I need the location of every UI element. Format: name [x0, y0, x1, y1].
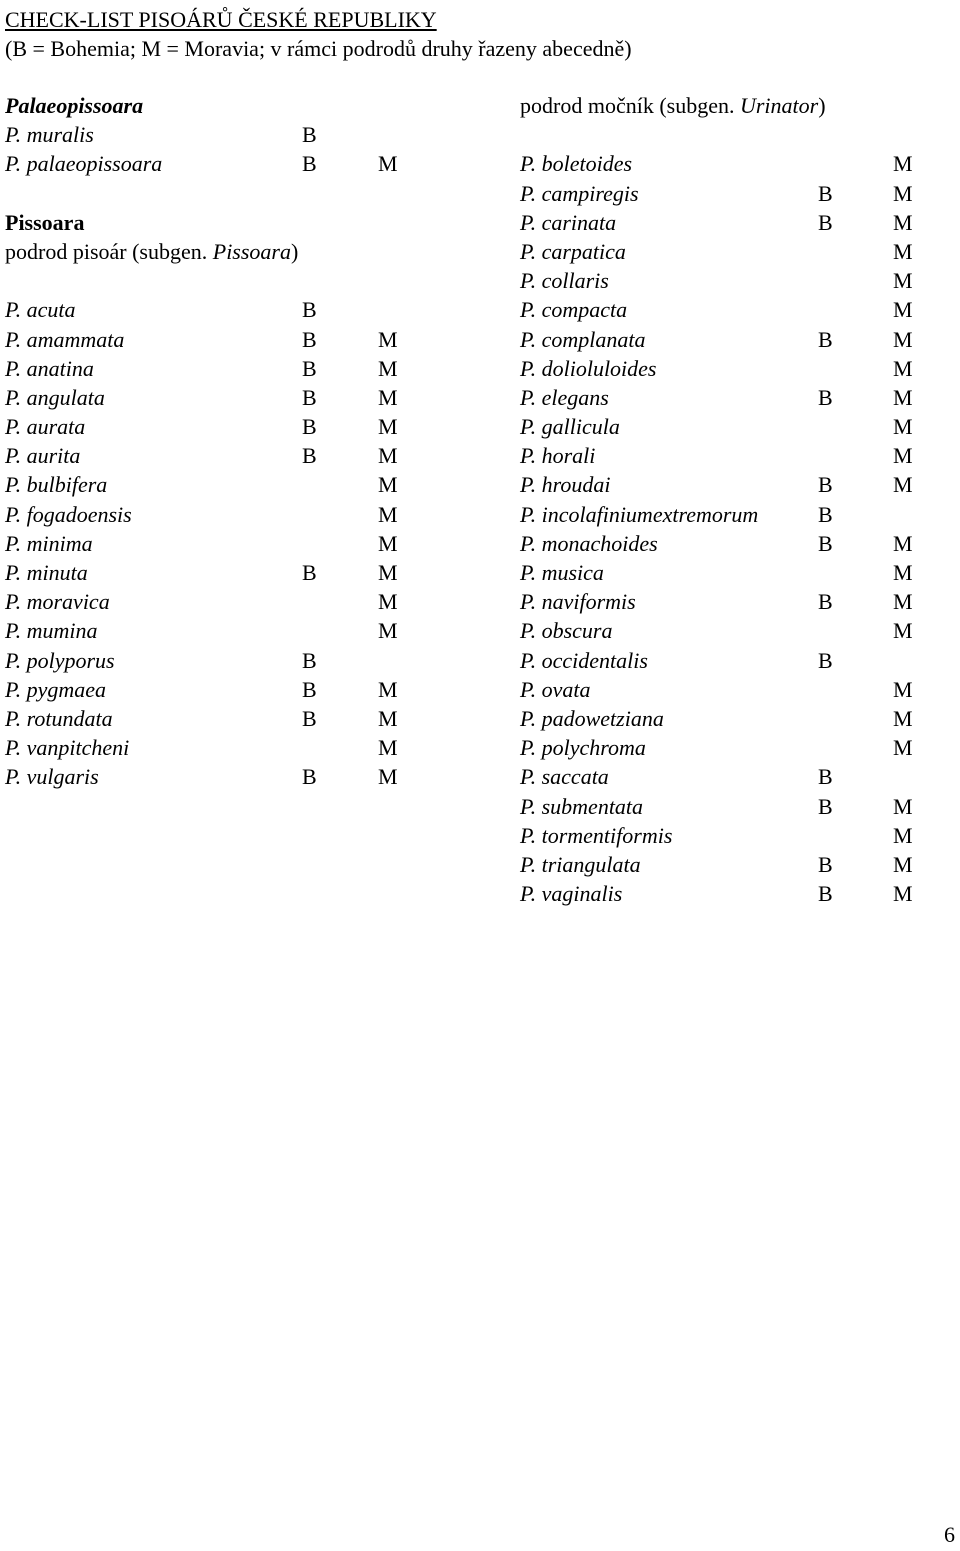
species-row — [520, 149, 940, 178]
moravia-mark: M — [893, 618, 913, 644]
moravia-mark: M — [893, 180, 913, 206]
species-row — [5, 383, 425, 412]
moravia-mark: M — [378, 151, 398, 177]
species-name: P. elegans — [520, 384, 609, 410]
species-row — [5, 675, 425, 704]
right-column — [520, 91, 940, 908]
species-name: P. naviformis — [520, 589, 636, 615]
species-row — [5, 470, 425, 499]
species-row — [520, 412, 940, 441]
species-row — [520, 850, 940, 879]
species-name: P. vulgaris — [5, 764, 99, 790]
genus-heading — [5, 91, 425, 120]
species-name: P. submentata — [520, 793, 644, 819]
bohemia-mark: B — [818, 180, 833, 206]
subgenus-heading — [5, 237, 425, 266]
blank-line — [5, 179, 425, 208]
species-name: P. moravica — [5, 589, 110, 615]
moravia-mark: M — [893, 297, 913, 323]
moravia-mark: M — [893, 851, 913, 877]
species-row — [520, 441, 940, 470]
moravia-mark: M — [893, 881, 913, 907]
moravia-mark: M — [378, 384, 398, 410]
bohemia-mark: B — [818, 384, 833, 410]
moravia-mark: M — [893, 443, 913, 469]
bohemia-mark: B — [818, 647, 833, 673]
page-title: CHECK-LIST PISOÁRŮ ČESKÉ REPUBLIKY — [5, 7, 437, 32]
species-row — [5, 441, 425, 470]
moravia-mark: M — [893, 705, 913, 731]
species-name: P. monachoides — [520, 530, 658, 556]
species-name: P. bulbifera — [5, 472, 108, 498]
blank-line — [520, 120, 940, 149]
moravia-mark: M — [893, 735, 913, 761]
species-name: P. minuta — [5, 560, 88, 585]
species-row — [520, 821, 940, 850]
moravia-mark: M — [378, 501, 398, 527]
species-name: P. complanata — [520, 326, 646, 352]
species-row — [520, 792, 940, 821]
species-name: P. palaeopissoara — [5, 151, 163, 177]
page-number: 6 — [944, 1522, 955, 1547]
species-row — [5, 325, 425, 354]
moravia-mark: M — [893, 384, 913, 410]
species-name: P. mumina — [5, 618, 98, 644]
bohemia-mark: B — [302, 764, 317, 790]
moravia-mark: M — [893, 151, 913, 177]
moravia-mark: M — [893, 822, 913, 848]
species-row — [520, 208, 940, 237]
species-row — [5, 120, 425, 149]
bohemia-mark: B — [818, 472, 833, 498]
species-name: P. aurata — [5, 414, 86, 440]
bohemia-mark: B — [818, 793, 833, 819]
bohemia-mark: B — [818, 326, 833, 352]
moravia-mark: M — [893, 560, 913, 585]
header — [5, 5, 632, 63]
left-column — [5, 91, 425, 792]
species-name: P. acuta — [5, 297, 76, 323]
species-name: P. ovata — [520, 676, 591, 702]
moravia-mark: M — [378, 326, 398, 352]
species-row — [520, 325, 940, 354]
moravia-mark: M — [893, 268, 913, 294]
bohemia-mark: B — [302, 443, 317, 469]
species-row — [5, 704, 425, 733]
bohemia-mark: B — [302, 151, 317, 177]
species-row — [520, 237, 940, 266]
species-name: P. campiregis — [520, 180, 639, 206]
genus-name: Pissoara — [5, 209, 85, 235]
bohemia-mark: B — [302, 384, 317, 410]
subgenus-label — [5, 237, 298, 266]
subgenus-label — [520, 91, 826, 120]
moravia-mark: M — [893, 530, 913, 556]
bohemia-mark: B — [302, 705, 317, 731]
bohemia-mark: B — [302, 647, 317, 673]
moravia-mark: M — [893, 326, 913, 352]
species-name: P. aurita — [5, 443, 81, 469]
species-name: P. polyporus — [5, 647, 115, 673]
species-row — [520, 704, 940, 733]
species-row — [5, 412, 425, 441]
bohemia-mark: B — [818, 589, 833, 615]
moravia-mark: M — [893, 676, 913, 702]
species-row — [520, 616, 940, 645]
moravia-mark: M — [378, 560, 398, 585]
species-name: P. minima — [5, 530, 93, 556]
moravia-mark: M — [378, 472, 398, 498]
species-name: P. occidentalis — [520, 647, 648, 673]
species-name: P. pygmaea — [5, 676, 107, 702]
genus-name: Palaeopissoara — [5, 93, 144, 118]
subgenus-suffix: ) — [818, 93, 826, 118]
moravia-mark: M — [378, 705, 398, 731]
species-name: P. tormentiformis — [520, 822, 673, 848]
species-row — [520, 529, 940, 558]
species-row — [5, 762, 425, 791]
species-name: P. musica — [520, 560, 604, 585]
species-name: P. muralis — [5, 122, 94, 148]
species-row — [520, 879, 940, 908]
moravia-mark: M — [893, 589, 913, 615]
species-name: P. rotundata — [5, 705, 113, 731]
species-name: P. horali — [520, 443, 596, 469]
moravia-mark: M — [378, 589, 398, 615]
species-row — [520, 383, 940, 412]
moravia-mark: M — [378, 735, 398, 761]
species-name: P. hroudai — [520, 472, 611, 498]
species-row — [5, 558, 425, 587]
species-name: P. boletoides — [520, 151, 633, 177]
species-row — [5, 587, 425, 616]
moravia-mark: M — [893, 209, 913, 235]
species-row — [5, 646, 425, 675]
species-row — [520, 295, 940, 324]
species-name: P. obscura — [520, 618, 613, 644]
bohemia-mark: B — [302, 297, 317, 323]
species-name: P. padowetziana — [520, 705, 664, 731]
species-name: P. carpatica — [520, 238, 626, 264]
bohemia-mark: B — [818, 881, 833, 907]
bohemia-mark: B — [302, 122, 317, 148]
bohemia-mark: B — [818, 209, 833, 235]
species-name: P. dolioluloides — [520, 355, 657, 381]
species-row — [520, 470, 940, 499]
species-row — [5, 295, 425, 324]
species-row — [5, 149, 425, 178]
moravia-mark: M — [378, 618, 398, 644]
bohemia-mark: B — [818, 764, 833, 790]
species-name: P. compacta — [520, 297, 628, 323]
species-row — [5, 529, 425, 558]
moravia-mark: M — [893, 793, 913, 819]
species-name: P. incolafiniumextremorum — [520, 501, 759, 527]
moravia-mark: M — [378, 530, 398, 556]
moravia-mark: M — [893, 472, 913, 498]
bohemia-mark: B — [302, 414, 317, 440]
moravia-mark: M — [893, 355, 913, 381]
bohemia-mark: B — [818, 851, 833, 877]
species-name: P. collaris — [520, 268, 609, 294]
species-row — [520, 354, 940, 383]
species-name: P. carinata — [520, 209, 617, 235]
subgenus-name: Urinator — [739, 93, 819, 118]
species-row — [5, 354, 425, 383]
moravia-mark: M — [378, 676, 398, 702]
subgenus-suffix: ) — [291, 238, 299, 264]
subgenus-prefix: podrod močník (subgen. — [520, 93, 740, 118]
bohemia-mark: B — [302, 560, 317, 585]
species-row — [520, 587, 940, 616]
species-name: P. saccata — [520, 764, 609, 790]
subgenus-name: Pissoara — [212, 238, 291, 264]
subgenus-prefix: podrod pisoár (subgen. — [5, 238, 213, 264]
species-name: P. anatina — [5, 355, 94, 381]
species-row — [520, 675, 940, 704]
species-row — [520, 646, 940, 675]
moravia-mark: M — [378, 443, 398, 469]
bohemia-mark: B — [818, 501, 833, 527]
species-name: P. gallicula — [520, 414, 620, 440]
bohemia-mark: B — [302, 676, 317, 702]
species-row — [5, 733, 425, 762]
species-row — [5, 616, 425, 645]
bohemia-mark: B — [818, 530, 833, 556]
bohemia-mark: B — [302, 326, 317, 352]
species-row — [520, 558, 940, 587]
species-row — [520, 500, 940, 529]
page-subtitle: (B = Bohemia; M = Moravia; v rámci podrodů druhy řazeny abecedně) — [5, 36, 632, 61]
moravia-mark: M — [378, 764, 398, 790]
species-name: P. polychroma — [520, 735, 646, 761]
moravia-mark: M — [378, 355, 398, 381]
species-row — [520, 733, 940, 762]
species-name: P. vanpitcheni — [5, 735, 130, 761]
species-row — [5, 500, 425, 529]
moravia-mark: M — [893, 238, 913, 264]
species-name: P. amammata — [5, 326, 125, 352]
species-name: P. angulata — [5, 384, 105, 410]
species-row — [520, 762, 940, 791]
species-row — [520, 179, 940, 208]
subgenus-heading — [520, 91, 940, 120]
moravia-mark: M — [893, 414, 913, 440]
species-name: P. triangulata — [520, 851, 641, 877]
species-name: P. fogadoensis — [5, 501, 132, 527]
blank-line — [5, 266, 425, 295]
moravia-mark: M — [378, 414, 398, 440]
bohemia-mark: B — [302, 355, 317, 381]
species-row — [520, 266, 940, 295]
genus-heading — [5, 208, 425, 237]
species-name: P. vaginalis — [520, 881, 623, 907]
